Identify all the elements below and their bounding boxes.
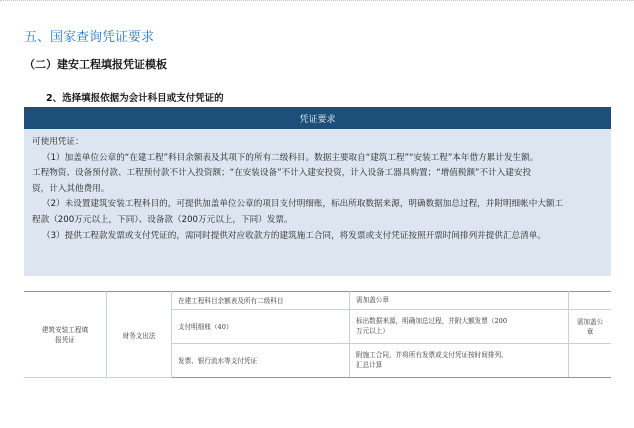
requirement-item-1-line-3: 资，计入其他费用。 <box>32 183 110 194</box>
material-cell: 在建工程科目余额表及所有二级科目 <box>172 292 350 310</box>
requirement-item-3: （3）提供工程款发票或支付凭证的，需同时提供对应收款方的建筑施工合同，将发票或支付凭证按照开票时间排列并提供汇总清单。 <box>42 230 546 241</box>
note-cell: 附施工合同，并将所有发票或支付凭证按时间排列、 汇总计算 <box>350 343 569 377</box>
item-title: 2、选择填报依据为会计科目或支付凭证的 <box>46 93 224 104</box>
requirements-intro: 可使用凭证： <box>32 137 84 147</box>
voucher-table <box>24 291 611 378</box>
material-cell: 发票、银行流水等支付凭证 <box>172 343 350 377</box>
requirement-item-1-line-1: （1）加盖单位公章的“在建工程”科目余额表及其项下的所有二级科目。数据主要取自“建筑工程”“安装工程”本年借方累计发生额。 <box>42 152 539 163</box>
remark-cell <box>569 292 612 310</box>
requirement-item-2-line-2: 程款（200万元以上，下同）、设备款（200万元以上，下同）发票。 <box>32 214 293 225</box>
note-cell: 标出数据来源，明确加总过程，并附大额发票（200 万元以上） <box>350 309 569 343</box>
subcategory-cell: 财务支出法 <box>107 292 172 378</box>
requirements-body <box>24 129 611 244</box>
requirements-box <box>24 107 611 276</box>
requirement-item-1-line-2: 工程物资、设备预付款、工程预付款不计入投资额；“在安装设备”不计入建安投资，计入设备工器具购置；“增值税额”不计入建安投 <box>32 168 532 179</box>
category-cell: 建筑安装工程填 报凭证 <box>24 292 107 378</box>
page-header-divider <box>0 0 634 5</box>
material-cell: 支付明细账（40） <box>172 309 350 343</box>
remark-cell: 需加盖公章 <box>569 309 612 343</box>
note-cell: 需加盖公章 <box>350 292 569 310</box>
requirement-item-2-line-1: （2）未设置建筑安装工程科目的，可提供加盖单位公章的项目支付明细账，标出所取数据来源，明确数据加总过程，并附明细帐中大额工 <box>42 199 564 210</box>
remark-cell <box>569 343 612 377</box>
table-row <box>24 292 611 310</box>
subsection-title: （二）建安工程填报凭证模板 <box>24 58 167 71</box>
section-title: 五、国家查询凭证要求 <box>24 30 155 45</box>
requirements-header: 凭证要求 <box>24 107 611 129</box>
